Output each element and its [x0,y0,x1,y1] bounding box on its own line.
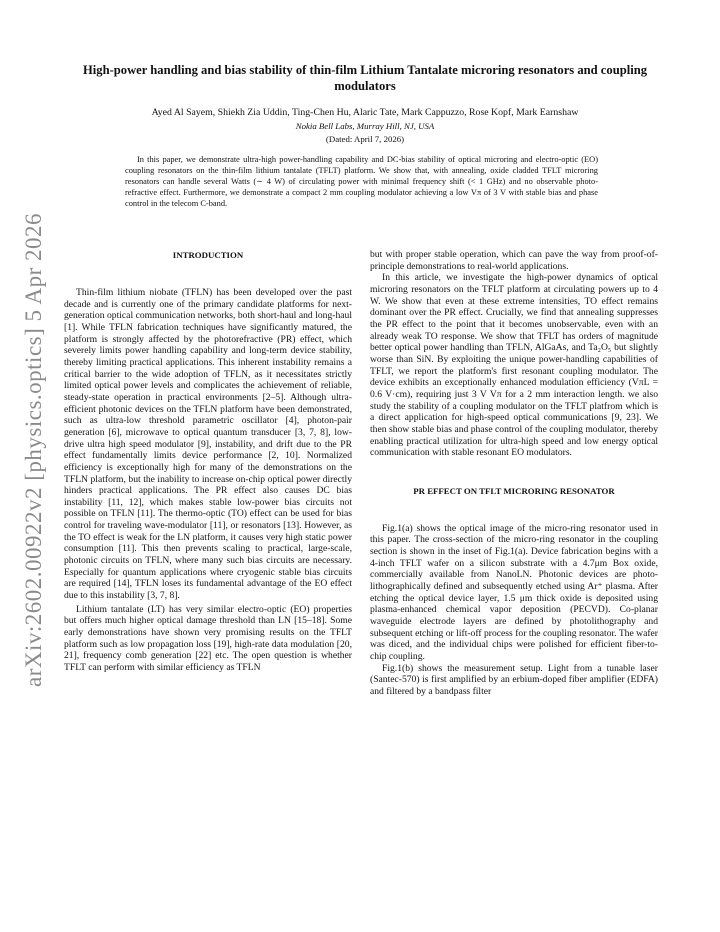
introduction-heading: INTRODUCTION [172,250,244,260]
intro-paragraph-2: Lithium tantalate (LT) has very similar electro-optic (EO) properties but offers much higher optical damage threshold than LN [15–18]. Some early demonstrations have shown very promising results on the TFLT platform such as low propagation loss [19], high-rate data modulation [20, 21], frequency comb generation [22] etc. The open question is whether TFLT can perform with similar efficiency as TFLN [64,603,352,673]
paper-title: High-power handling and bias stability of thin-film Lithium Tantalate microring resonators and coupling modulators [82,63,648,93]
right-column [370,249,658,698]
arxiv-sidebar [14,212,54,688]
pr-paragraph-1: Fig.1(a) shows the optical image of the micro-ring resonator used in this paper. The cross-section of the micro-ring resonator in the coupling section is shown in the inset of Fig.1(a). Device fabrication begins with a 4-inch TFLT wafer on a silicon substrate with a 4.7μm Box oxide, commercially available from NanoLN. Photonic devices are photo-lithographically defined and subsequently etched using Ar⁺ plasma. After etching the optical device layer, 1.5 μm thick oxide is deposited using plasma-enhanced chemical vapor deposition (PECVD). Co-planar waveguide electrode layers are defined by photolithography and subsequent etching or lift-off process for the coupling resonator. The wafer was diced, and the individual chips were polished for efficient fiber-to-chip coupling. [370,522,658,663]
affiliation: Nokia Bell Labs, Murray Hill, NJ, USA [295,121,435,131]
intro-paragraph-continued: but with proper stable operation, which can pave the way from proof-of-principle demonstrations to real-world applications. [370,249,658,272]
intro-paragraph-1: Thin-film lithium niobate (TFLN) has been developed over the past decade and is currently one of the primary candidate platforms for next-generation optical communication networks, both short-haul and long-haul [1]. While TFLN fabrication techniques have significantly matured, the platform is strongly affected by the photorefractive (PR) effect, which severely limits power handling capability and long-term device stability, thereby limiting practical applications. This inherent instability remains a critical barrier to the wide adoption of TFLN, as it necessitates strictly limited optical power levels and complicates the achievement of reliable, steady-state operation in practical environments [2–5]. Although ultra-efficient photonic devices on the TFLN platform have been demonstrated, such as ultra-low threshold parametric oscillator [4], photon-pair generation [6], microwave to optical quantum transducer [3, 7, 8], low-drive ultra high speed modulator [9], instability, and drift due to the PR effect fundamentally limits device performance [2, 10]. Normalized efficiency is exceptionally high for many of the demonstrations on the TFLN platform, but the inability to increase on-chip optical power directly hinders practical applications. The PR effect also causes DC bias instability [11, 12], which makes stable low-power bias circuits not possible on TFLN [11]. The thermo-optic (TO) effect can be used for bias control for traveling wave-modulator [11], or resonators [13]. However, as the TO effect is weak for the LN platform, it causes very high static power consumption [11]. This then prevents scaling to practical, large-scale, photonic circuits on TFLN, where many such bias circuits are necessary. Especially for quantum applications where cryogenic stable bias circuits are required [14], TFLN loses its fundamental advantage of the EO effect due to this instability [3, 7, 8]. [64,287,352,602]
left-column [64,249,352,674]
intro-paragraph-3: In this article, we investigate the high-power dynamics of optical microring resonators on the TFLT platform at circulating powers up to 4 W. We show that even at these extreme intensities, TO effect remains dominant over the PR effect. Crucially, we find that annealing suppresses the PR effect to the point that it becomes unobservable, even with an already weak TO response. We show that TFLT has orders of magnitude better optical power handling than TFLN, AlGaAs, and Ta₂O₅ but slightly worse than SiN. By exploiting the unique power-handling capabilities of TFLT, we report the platform's first resonant coupling modulator. The device exhibits an exceptionally enhanced modulation efficiency (VπL = 0.6 V·cm), requiring just 3 V Vπ for a 2 mm interaction length. we also study the stability of a coupling modulator on the TFLT platfrom which is a direct application for high-speed optical communications [9, 23]. We then show stable bias and phase control of the coupling modulator, thereby enabling practical utilization for ultra-high speed and low energy optical communication with stable resonant EO modulators. [370,272,658,459]
abstract: In this paper, we demonstrate ultra-high power-handling capability and DC-bias stability of optical microring and electro-optic (EO) coupling resonators on the thin-film lithium tantalate (TFLT) platform. We show that, with annealing, oxide cladded TFLT microring resonators can handle several Watts (∼ 4 W) of circulating power with minimal frequency shift (< 1 GHz) and no observable photo-refractive effect. Furthermore, we demonstrate a compact 2 mm coupling modulator achieving a low Vπ of 3 V with stable bias and phase control in the telecom C-band. [125,155,598,209]
pr-effect-heading: PR EFFECT ON TFLT MICRORING RESONATOR [413,485,615,496]
date-line: (Dated: April 7, 2026) [325,134,405,144]
pr-paragraph-2: Fig.1(b) shows the measurement setup. Light from a tunable laser (Santec-570) is first amplified by an erbium-doped fiber amplifier (EDFA) and filtered by a bandpass filter [370,662,658,697]
arxiv-identifier: arXiv:2602.00922v2 [physics.optics] 5 Apr 2026 [21,212,47,688]
author-list: Ayed Al Sayem, Shiekh Zia Uddin, Ting-Chen Hu, Alaric Tate, Mark Cappuzzo, Rose Kopf, Mark Earnshaw [151,107,579,118]
